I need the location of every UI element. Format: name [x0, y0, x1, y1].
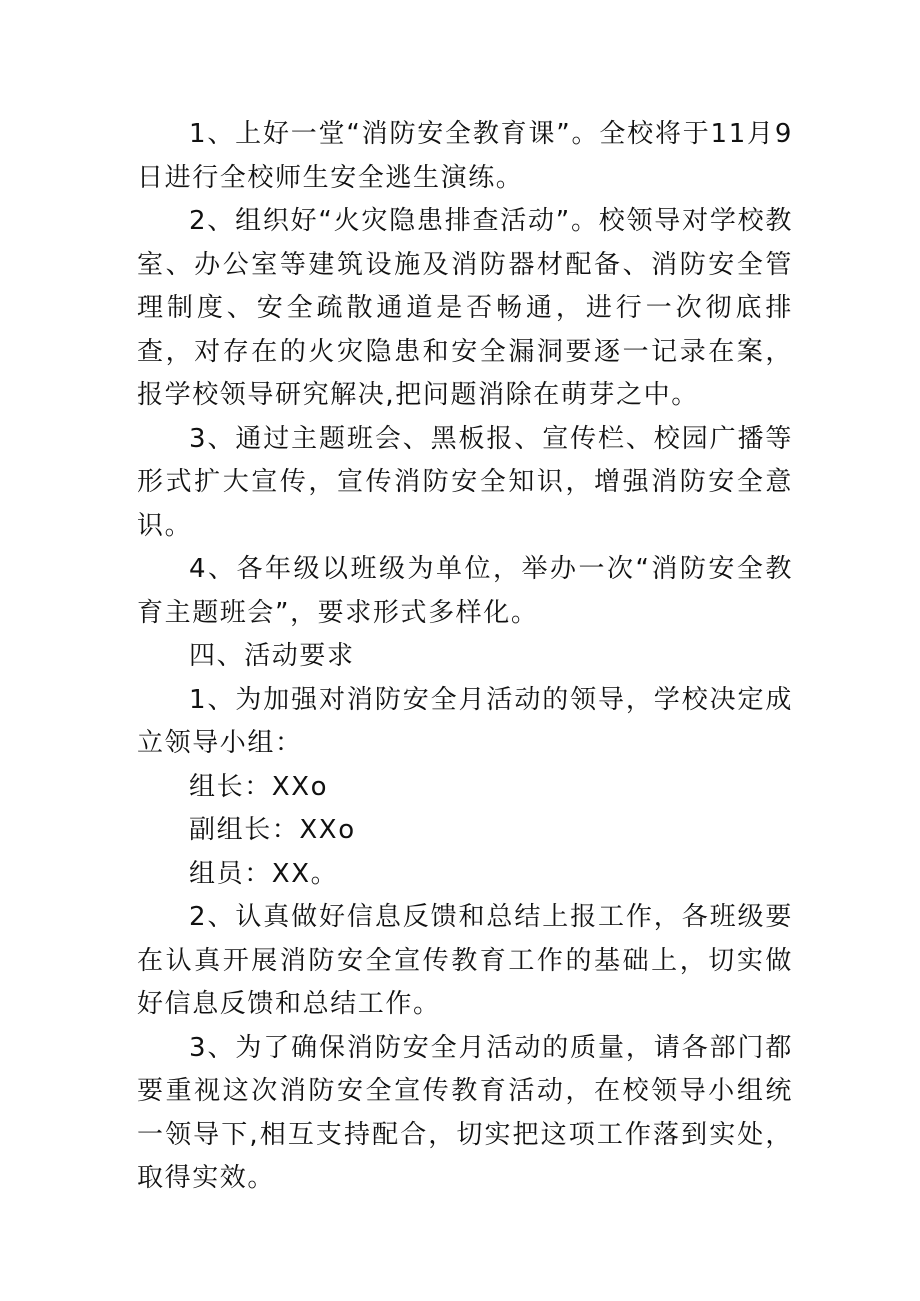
- group-members: 组员：XX。: [189, 858, 339, 889]
- document-body: [137, 113, 793, 1201]
- paragraph-item-3: 3、通过主题班会、黑板报、宣传栏、校园广播等形式扩大宣传，宣传消防安全知识，增强消防安全意识。: [137, 423, 793, 541]
- group-leader: 组长：XXo: [189, 771, 329, 802]
- section-heading: 四、活动要求: [189, 641, 355, 671]
- paragraph-item-2: 2、组织好“火灾隐患排查活动”。校领导对学校教室、办公室等建筑设施及消防器材配备、消防安全管理制度、安全疏散通道是否畅通，进行一次彻底排查，对存在的火灾隐患和安全漏洞要逐一记录在案，报学校领导研究解决,把问题消除在萌芽之中。: [137, 206, 793, 410]
- deputy-group-leader: 副组长：XXo: [189, 815, 356, 845]
- paragraph-item-1: 1、上好一堂“消防安全教育课”。全校将于11月9日进行全校师生安全逃生演练。: [137, 119, 793, 193]
- requirement-item-2: 2、认真做好信息反馈和总结上报工作，各班级要在认真开展消防安全宣传教育工作的基础上，切实做好信息反馈和总结工作。: [137, 902, 793, 1019]
- requirement-item-3: 3、为了确保消防安全月活动的质量，请各部门都要重视这次消防安全宣传教育活动，在校领导小组统一领导下,相互支持配合，切实把这项工作落到实处，取得实效。: [137, 1032, 793, 1193]
- paragraph-item-4: 4、各年级以班级为单位，举办一次“消防安全教育主题班会”，要求形式多样化。: [137, 554, 793, 628]
- requirement-item-1: 1、为加强对消防安全月活动的领导，学校决定成立领导小组：: [137, 684, 793, 758]
